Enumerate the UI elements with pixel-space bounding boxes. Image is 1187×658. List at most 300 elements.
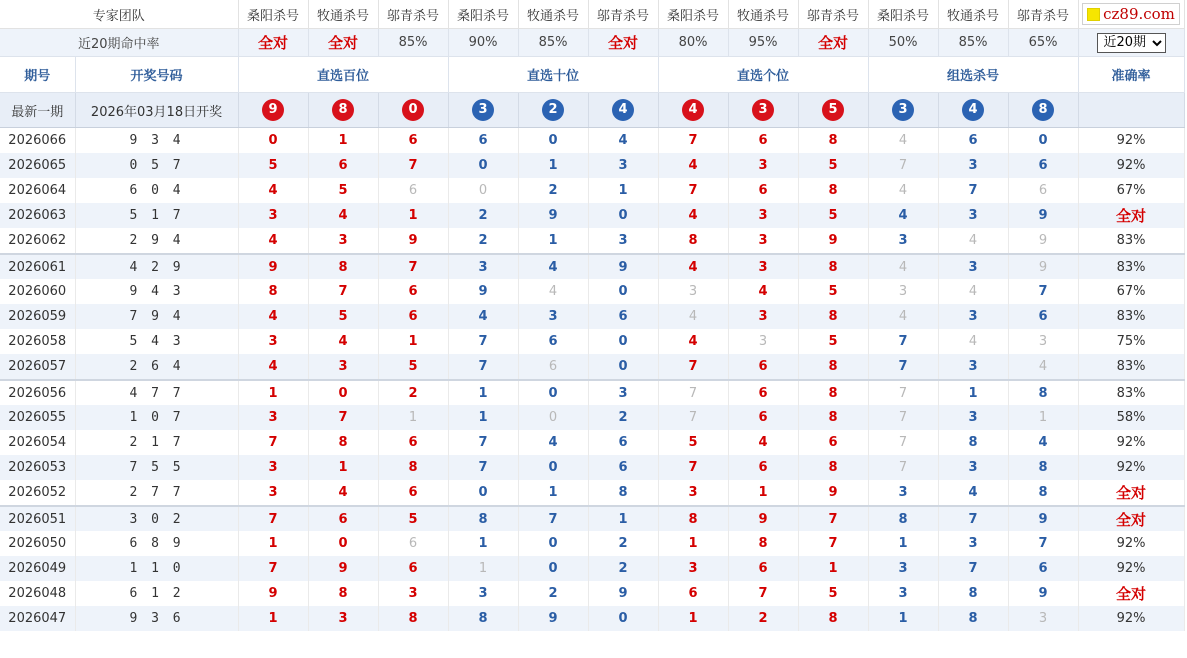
kill-number: 7 bbox=[898, 385, 908, 401]
latest-ball-cell bbox=[518, 93, 588, 128]
kill-number-cell bbox=[448, 254, 518, 279]
kill-number: 6 bbox=[758, 561, 768, 576]
kill-number: 6 bbox=[688, 586, 698, 601]
latest-ball-cell bbox=[798, 93, 868, 128]
hit-rate-value: 50% bbox=[868, 29, 938, 57]
kill-number-cell bbox=[798, 354, 868, 380]
number-ball: 8 bbox=[332, 99, 354, 121]
kill-number: 4 bbox=[898, 259, 908, 275]
kill-number-cell bbox=[518, 531, 588, 556]
kill-number-cell bbox=[238, 128, 308, 154]
kill-number-cell bbox=[798, 178, 868, 203]
kill-number-cell bbox=[1008, 430, 1078, 455]
kill-number: 6 bbox=[408, 284, 418, 299]
kill-number-cell bbox=[728, 531, 798, 556]
kill-number: 5 bbox=[338, 183, 348, 198]
kill-number-cell bbox=[588, 254, 658, 279]
kill-number: 3 bbox=[758, 158, 768, 173]
kill-number: 4 bbox=[478, 309, 488, 324]
expert-team-label: 专家团队 bbox=[0, 0, 238, 29]
kill-number-cell bbox=[238, 279, 308, 304]
expert-name[interactable]: 桑阳杀号 bbox=[448, 0, 518, 29]
kill-number-cell bbox=[588, 228, 658, 254]
kill-number-cell bbox=[658, 279, 728, 304]
kill-number: 6 bbox=[548, 334, 558, 349]
kill-number-cell bbox=[518, 304, 588, 329]
kill-number-cell bbox=[378, 128, 448, 154]
accuracy-value: 92% bbox=[1078, 556, 1184, 581]
kill-number: 1 bbox=[338, 460, 348, 475]
accuracy-value: 83% bbox=[1078, 304, 1184, 329]
kill-number: 6 bbox=[408, 133, 418, 148]
kill-number-cell bbox=[658, 380, 728, 405]
kill-number: 7 bbox=[478, 334, 488, 349]
kill-number: 1 bbox=[408, 334, 418, 349]
number-ball: 8 bbox=[1032, 99, 1054, 121]
issue-number: 2026053 bbox=[0, 455, 75, 480]
kill-number: 7 bbox=[828, 511, 838, 527]
kill-number: 2 bbox=[758, 611, 768, 626]
kill-number: 8 bbox=[828, 410, 838, 425]
kill-number-cell bbox=[308, 405, 378, 430]
kill-number-cell bbox=[938, 354, 1008, 380]
kill-number-cell bbox=[868, 178, 938, 203]
kill-number-cell bbox=[868, 380, 938, 405]
kill-number-cell bbox=[658, 581, 728, 606]
kill-number-cell bbox=[938, 279, 1008, 304]
kill-number-cell bbox=[518, 329, 588, 354]
expert-name[interactable]: 牧通杀号 bbox=[518, 0, 588, 29]
kill-number-cell bbox=[238, 506, 308, 531]
kill-number-cell bbox=[728, 380, 798, 405]
expert-name[interactable]: 牧通杀号 bbox=[728, 0, 798, 29]
kill-number: 1 bbox=[478, 561, 488, 576]
kill-number-cell bbox=[378, 153, 448, 178]
kill-number-cell bbox=[658, 203, 728, 228]
kill-number: 8 bbox=[338, 259, 348, 275]
kill-number: 8 bbox=[828, 133, 838, 148]
draw-numbers: 2 6 4 bbox=[75, 354, 238, 380]
kill-number-cell bbox=[868, 556, 938, 581]
kill-number: 7 bbox=[268, 511, 278, 527]
kill-number-cell bbox=[728, 430, 798, 455]
kill-number-cell bbox=[868, 329, 938, 354]
history-row bbox=[0, 380, 1184, 405]
kill-number: 0 bbox=[548, 561, 558, 576]
history-row bbox=[0, 203, 1184, 228]
kill-number: 8 bbox=[338, 586, 348, 601]
kill-number-cell bbox=[798, 128, 868, 154]
kill-number-cell bbox=[728, 228, 798, 254]
kill-number: 7 bbox=[478, 435, 488, 450]
kill-number-cell bbox=[728, 581, 798, 606]
kill-number: 4 bbox=[548, 284, 558, 299]
kill-number-cell bbox=[798, 304, 868, 329]
kill-number: 4 bbox=[688, 259, 698, 275]
draw-numbers: 9 4 3 bbox=[75, 279, 238, 304]
kill-number: 6 bbox=[758, 183, 768, 198]
kill-number-cell bbox=[658, 153, 728, 178]
kill-number-cell bbox=[588, 329, 658, 354]
kill-number: 9 bbox=[758, 511, 768, 527]
kill-number-cell bbox=[1008, 128, 1078, 154]
kill-number: 2 bbox=[408, 385, 418, 401]
kill-number: 7 bbox=[338, 410, 348, 425]
kill-number: 7 bbox=[1038, 536, 1048, 551]
latest-ball-cell bbox=[588, 93, 658, 128]
kill-number-cell bbox=[1008, 203, 1078, 228]
kill-number: 6 bbox=[338, 511, 348, 527]
kill-number: 5 bbox=[828, 284, 838, 299]
kill-number: 1 bbox=[1038, 410, 1048, 425]
latest-ball-cell bbox=[308, 93, 378, 128]
expert-name[interactable]: 桑阳杀号 bbox=[238, 0, 308, 29]
kill-number: 5 bbox=[828, 158, 838, 173]
period-select[interactable] bbox=[1097, 33, 1166, 53]
kill-number: 9 bbox=[268, 259, 278, 275]
kill-number-cell bbox=[588, 354, 658, 380]
expert-name[interactable]: 邬青杀号 bbox=[588, 0, 658, 29]
kill-number-cell bbox=[448, 178, 518, 203]
accuracy-value: 92% bbox=[1078, 430, 1184, 455]
history-row bbox=[0, 581, 1184, 606]
kill-number: 3 bbox=[968, 158, 978, 173]
kill-number: 3 bbox=[268, 208, 278, 223]
kill-number: 3 bbox=[618, 233, 628, 248]
kill-number: 2 bbox=[618, 561, 628, 576]
kill-number-cell bbox=[938, 254, 1008, 279]
kill-number-cell bbox=[238, 153, 308, 178]
kill-number: 3 bbox=[268, 485, 278, 500]
kill-number: 7 bbox=[898, 410, 908, 425]
accuracy-value: 92% bbox=[1078, 606, 1184, 631]
kill-number-cell bbox=[308, 203, 378, 228]
kill-number-cell bbox=[238, 531, 308, 556]
kill-number-cell bbox=[728, 203, 798, 228]
kill-number: 4 bbox=[1038, 359, 1048, 374]
kill-number-cell bbox=[518, 506, 588, 531]
kill-number-cell bbox=[728, 405, 798, 430]
kill-number: 9 bbox=[618, 586, 628, 601]
accuracy-value: 92% bbox=[1078, 531, 1184, 556]
hit-rate-value: 90% bbox=[448, 29, 518, 57]
kill-number: 6 bbox=[408, 309, 418, 324]
kill-number: 7 bbox=[968, 561, 978, 576]
hit-rate-value: 80% bbox=[658, 29, 728, 57]
kill-number-cell bbox=[238, 354, 308, 380]
kill-number-cell bbox=[448, 128, 518, 154]
kill-number: 8 bbox=[268, 284, 278, 299]
kill-number: 8 bbox=[478, 511, 488, 527]
kill-number: 2 bbox=[618, 536, 628, 551]
issue-number: 2026047 bbox=[0, 606, 75, 631]
kill-number: 5 bbox=[828, 208, 838, 223]
kill-number-cell bbox=[1008, 531, 1078, 556]
kill-number-cell bbox=[728, 354, 798, 380]
kill-number: 2 bbox=[478, 208, 488, 223]
kill-number: 0 bbox=[618, 611, 628, 626]
kill-number: 7 bbox=[688, 460, 698, 475]
latest-ball-cell bbox=[378, 93, 448, 128]
kill-number: 3 bbox=[758, 334, 768, 349]
kill-number: 3 bbox=[408, 586, 418, 601]
draw-numbers: 2 1 7 bbox=[75, 430, 238, 455]
accuracy-value: 83% bbox=[1078, 254, 1184, 279]
expert-name[interactable]: 桑阳杀号 bbox=[868, 0, 938, 29]
kill-number: 7 bbox=[478, 460, 488, 475]
kill-number-cell bbox=[588, 128, 658, 154]
kill-number-cell bbox=[728, 178, 798, 203]
issue-number: 2026063 bbox=[0, 203, 75, 228]
kill-number-cell bbox=[518, 606, 588, 631]
kill-number: 0 bbox=[478, 158, 488, 173]
kill-number: 9 bbox=[828, 485, 838, 500]
kill-number-cell bbox=[518, 380, 588, 405]
draw-numbers: 3 0 2 bbox=[75, 506, 238, 531]
kill-number-cell bbox=[378, 556, 448, 581]
kill-number-cell bbox=[868, 506, 938, 531]
hit-rate-label: 近20期命中率 bbox=[0, 29, 238, 57]
kill-number-cell bbox=[518, 128, 588, 154]
history-row bbox=[0, 354, 1184, 380]
kill-number-cell bbox=[728, 128, 798, 154]
kill-number-cell bbox=[658, 606, 728, 631]
kill-number-cell bbox=[308, 531, 378, 556]
kill-number-cell bbox=[938, 506, 1008, 531]
kill-number-cell bbox=[238, 203, 308, 228]
draw-numbers: 9 3 4 bbox=[75, 128, 238, 154]
history-row bbox=[0, 606, 1184, 631]
history-row bbox=[0, 178, 1184, 203]
kill-number: 3 bbox=[968, 410, 978, 425]
expert-name[interactable]: 牧通杀号 bbox=[308, 0, 378, 29]
kill-number: 3 bbox=[338, 359, 348, 374]
kill-number-cell bbox=[308, 581, 378, 606]
kill-number-cell bbox=[938, 203, 1008, 228]
kill-number: 3 bbox=[618, 385, 628, 401]
kill-number: 9 bbox=[1038, 511, 1048, 527]
kill-number: 1 bbox=[968, 385, 978, 401]
kill-number-cell bbox=[868, 531, 938, 556]
kill-number-cell bbox=[448, 531, 518, 556]
issue-number: 2026057 bbox=[0, 354, 75, 380]
kill-number-cell bbox=[868, 430, 938, 455]
kill-number: 5 bbox=[408, 359, 418, 374]
kill-number-cell bbox=[798, 228, 868, 254]
kill-number: 1 bbox=[758, 485, 768, 500]
expert-name[interactable]: 邬青杀号 bbox=[378, 0, 448, 29]
kill-number-cell bbox=[868, 254, 938, 279]
kill-number-cell bbox=[378, 506, 448, 531]
kill-number-cell bbox=[588, 203, 658, 228]
latest-issue-label: 最新一期 bbox=[0, 93, 75, 128]
accuracy-value: 58% bbox=[1078, 405, 1184, 430]
kill-number: 3 bbox=[1038, 334, 1048, 349]
kill-number-cell bbox=[658, 304, 728, 329]
kill-number: 6 bbox=[758, 385, 768, 401]
history-row bbox=[0, 531, 1184, 556]
history-row bbox=[0, 128, 1184, 154]
kill-number-cell bbox=[378, 455, 448, 480]
kill-number: 6 bbox=[548, 359, 558, 374]
kill-number: 1 bbox=[618, 183, 628, 198]
kill-number-cell bbox=[378, 354, 448, 380]
kill-number-cell bbox=[238, 380, 308, 405]
kill-number-cell bbox=[448, 480, 518, 506]
kill-number-cell bbox=[1008, 380, 1078, 405]
kill-number-cell bbox=[938, 304, 1008, 329]
kill-number-cell bbox=[378, 480, 448, 506]
kill-number-cell bbox=[378, 203, 448, 228]
issue-number: 2026062 bbox=[0, 228, 75, 254]
kill-number-cell bbox=[868, 279, 938, 304]
issue-number: 2026056 bbox=[0, 380, 75, 405]
kill-number-cell bbox=[308, 228, 378, 254]
history-row bbox=[0, 556, 1184, 581]
kill-number: 8 bbox=[828, 259, 838, 275]
kill-number: 8 bbox=[688, 233, 698, 248]
period-select-cell bbox=[1078, 29, 1184, 57]
kill-number: 3 bbox=[968, 460, 978, 475]
kill-number-cell bbox=[308, 430, 378, 455]
kill-number-cell bbox=[448, 405, 518, 430]
kill-number: 9 bbox=[1038, 233, 1048, 248]
kill-number: 7 bbox=[898, 359, 908, 374]
draw-numbers: 2 9 4 bbox=[75, 228, 238, 254]
history-row bbox=[0, 430, 1184, 455]
kill-number: 5 bbox=[688, 435, 698, 450]
kill-number-cell bbox=[588, 304, 658, 329]
kill-number-cell bbox=[658, 329, 728, 354]
kill-number: 0 bbox=[548, 133, 558, 148]
kill-number-cell bbox=[378, 380, 448, 405]
issue-number: 2026059 bbox=[0, 304, 75, 329]
hit-rate-value: 全对 bbox=[308, 29, 378, 57]
kill-number-cell bbox=[728, 556, 798, 581]
latest-ball-cell bbox=[938, 93, 1008, 128]
kill-number: 6 bbox=[1038, 158, 1048, 173]
kill-number: 5 bbox=[408, 511, 418, 527]
kill-number-cell bbox=[658, 556, 728, 581]
draw-numbers: 6 1 2 bbox=[75, 581, 238, 606]
kill-number-cell bbox=[868, 606, 938, 631]
kill-number: 4 bbox=[548, 259, 558, 275]
kill-number: 1 bbox=[548, 485, 558, 500]
history-row bbox=[0, 506, 1184, 531]
kill-number: 3 bbox=[688, 485, 698, 500]
kill-number-cell bbox=[658, 455, 728, 480]
kill-number-cell bbox=[238, 581, 308, 606]
kill-number-cell bbox=[448, 279, 518, 304]
draw-numbers: 6 0 4 bbox=[75, 178, 238, 203]
kill-number: 8 bbox=[478, 611, 488, 626]
kill-number: 2 bbox=[618, 410, 628, 425]
expert-name[interactable]: 牧通杀号 bbox=[938, 0, 1008, 29]
expert-name[interactable]: 邬青杀号 bbox=[798, 0, 868, 29]
kill-number: 4 bbox=[338, 334, 348, 349]
latest-ball-cell bbox=[868, 93, 938, 128]
group-header-tens: 直选十位 bbox=[448, 57, 658, 93]
kill-number: 8 bbox=[968, 435, 978, 450]
kill-number-cell bbox=[308, 153, 378, 178]
kill-number: 8 bbox=[1038, 460, 1048, 475]
kill-number: 7 bbox=[408, 158, 418, 173]
kill-number: 7 bbox=[898, 460, 908, 475]
latest-accuracy-cell bbox=[1078, 93, 1184, 128]
kill-number-cell bbox=[518, 153, 588, 178]
kill-number-cell bbox=[518, 405, 588, 430]
kill-number-cell bbox=[378, 329, 448, 354]
kill-number-cell bbox=[238, 178, 308, 203]
kill-number: 0 bbox=[478, 183, 488, 198]
kill-number: 3 bbox=[898, 561, 908, 576]
kill-number: 6 bbox=[408, 485, 418, 500]
number-ball: 3 bbox=[752, 99, 774, 121]
kill-number: 6 bbox=[618, 309, 628, 324]
kill-number: 7 bbox=[968, 183, 978, 198]
kill-number: 1 bbox=[338, 133, 348, 148]
kill-number-cell bbox=[448, 430, 518, 455]
expert-name[interactable]: 邬青杀号 bbox=[1008, 0, 1078, 29]
kill-number: 9 bbox=[408, 233, 418, 248]
kill-number: 6 bbox=[968, 133, 978, 148]
kill-number-cell bbox=[868, 581, 938, 606]
kill-number: 5 bbox=[338, 309, 348, 324]
kill-number: 4 bbox=[968, 485, 978, 500]
kill-number-cell bbox=[798, 480, 868, 506]
kill-number: 8 bbox=[828, 460, 838, 475]
kill-number: 8 bbox=[1038, 385, 1048, 401]
kill-number-cell bbox=[588, 606, 658, 631]
kill-number: 7 bbox=[898, 334, 908, 349]
kill-number-cell bbox=[798, 531, 868, 556]
hit-rate-value: 85% bbox=[518, 29, 588, 57]
kill-number-cell bbox=[518, 354, 588, 380]
kill-number-cell bbox=[588, 178, 658, 203]
kill-number: 1 bbox=[478, 536, 488, 551]
kill-number: 7 bbox=[268, 435, 278, 450]
kill-number-cell bbox=[518, 430, 588, 455]
kill-number: 0 bbox=[618, 284, 628, 299]
kill-number-cell bbox=[518, 178, 588, 203]
kill-number: 3 bbox=[618, 158, 628, 173]
kill-number-cell bbox=[1008, 556, 1078, 581]
kill-number-cell bbox=[798, 606, 868, 631]
kill-number-cell bbox=[868, 228, 938, 254]
kill-number: 9 bbox=[618, 259, 628, 275]
expert-name[interactable]: 桑阳杀号 bbox=[658, 0, 728, 29]
kill-number: 8 bbox=[828, 611, 838, 626]
kill-number-cell bbox=[378, 228, 448, 254]
kill-number-cell bbox=[1008, 329, 1078, 354]
kill-number: 0 bbox=[618, 208, 628, 223]
kill-number-cell bbox=[588, 455, 658, 480]
kill-number: 1 bbox=[548, 233, 558, 248]
kill-number: 3 bbox=[1038, 611, 1048, 626]
kill-number-cell bbox=[308, 329, 378, 354]
kill-number-cell bbox=[518, 279, 588, 304]
issue-number: 2026060 bbox=[0, 279, 75, 304]
accuracy-value: 83% bbox=[1078, 380, 1184, 405]
kill-number: 9 bbox=[1038, 259, 1048, 275]
kill-number-cell bbox=[448, 304, 518, 329]
kill-number-cell bbox=[798, 581, 868, 606]
site-logo[interactable] bbox=[1082, 3, 1180, 25]
kill-number-cell bbox=[868, 480, 938, 506]
kill-number-cell bbox=[938, 581, 1008, 606]
kill-number-cell bbox=[938, 556, 1008, 581]
kill-number: 0 bbox=[548, 410, 558, 425]
